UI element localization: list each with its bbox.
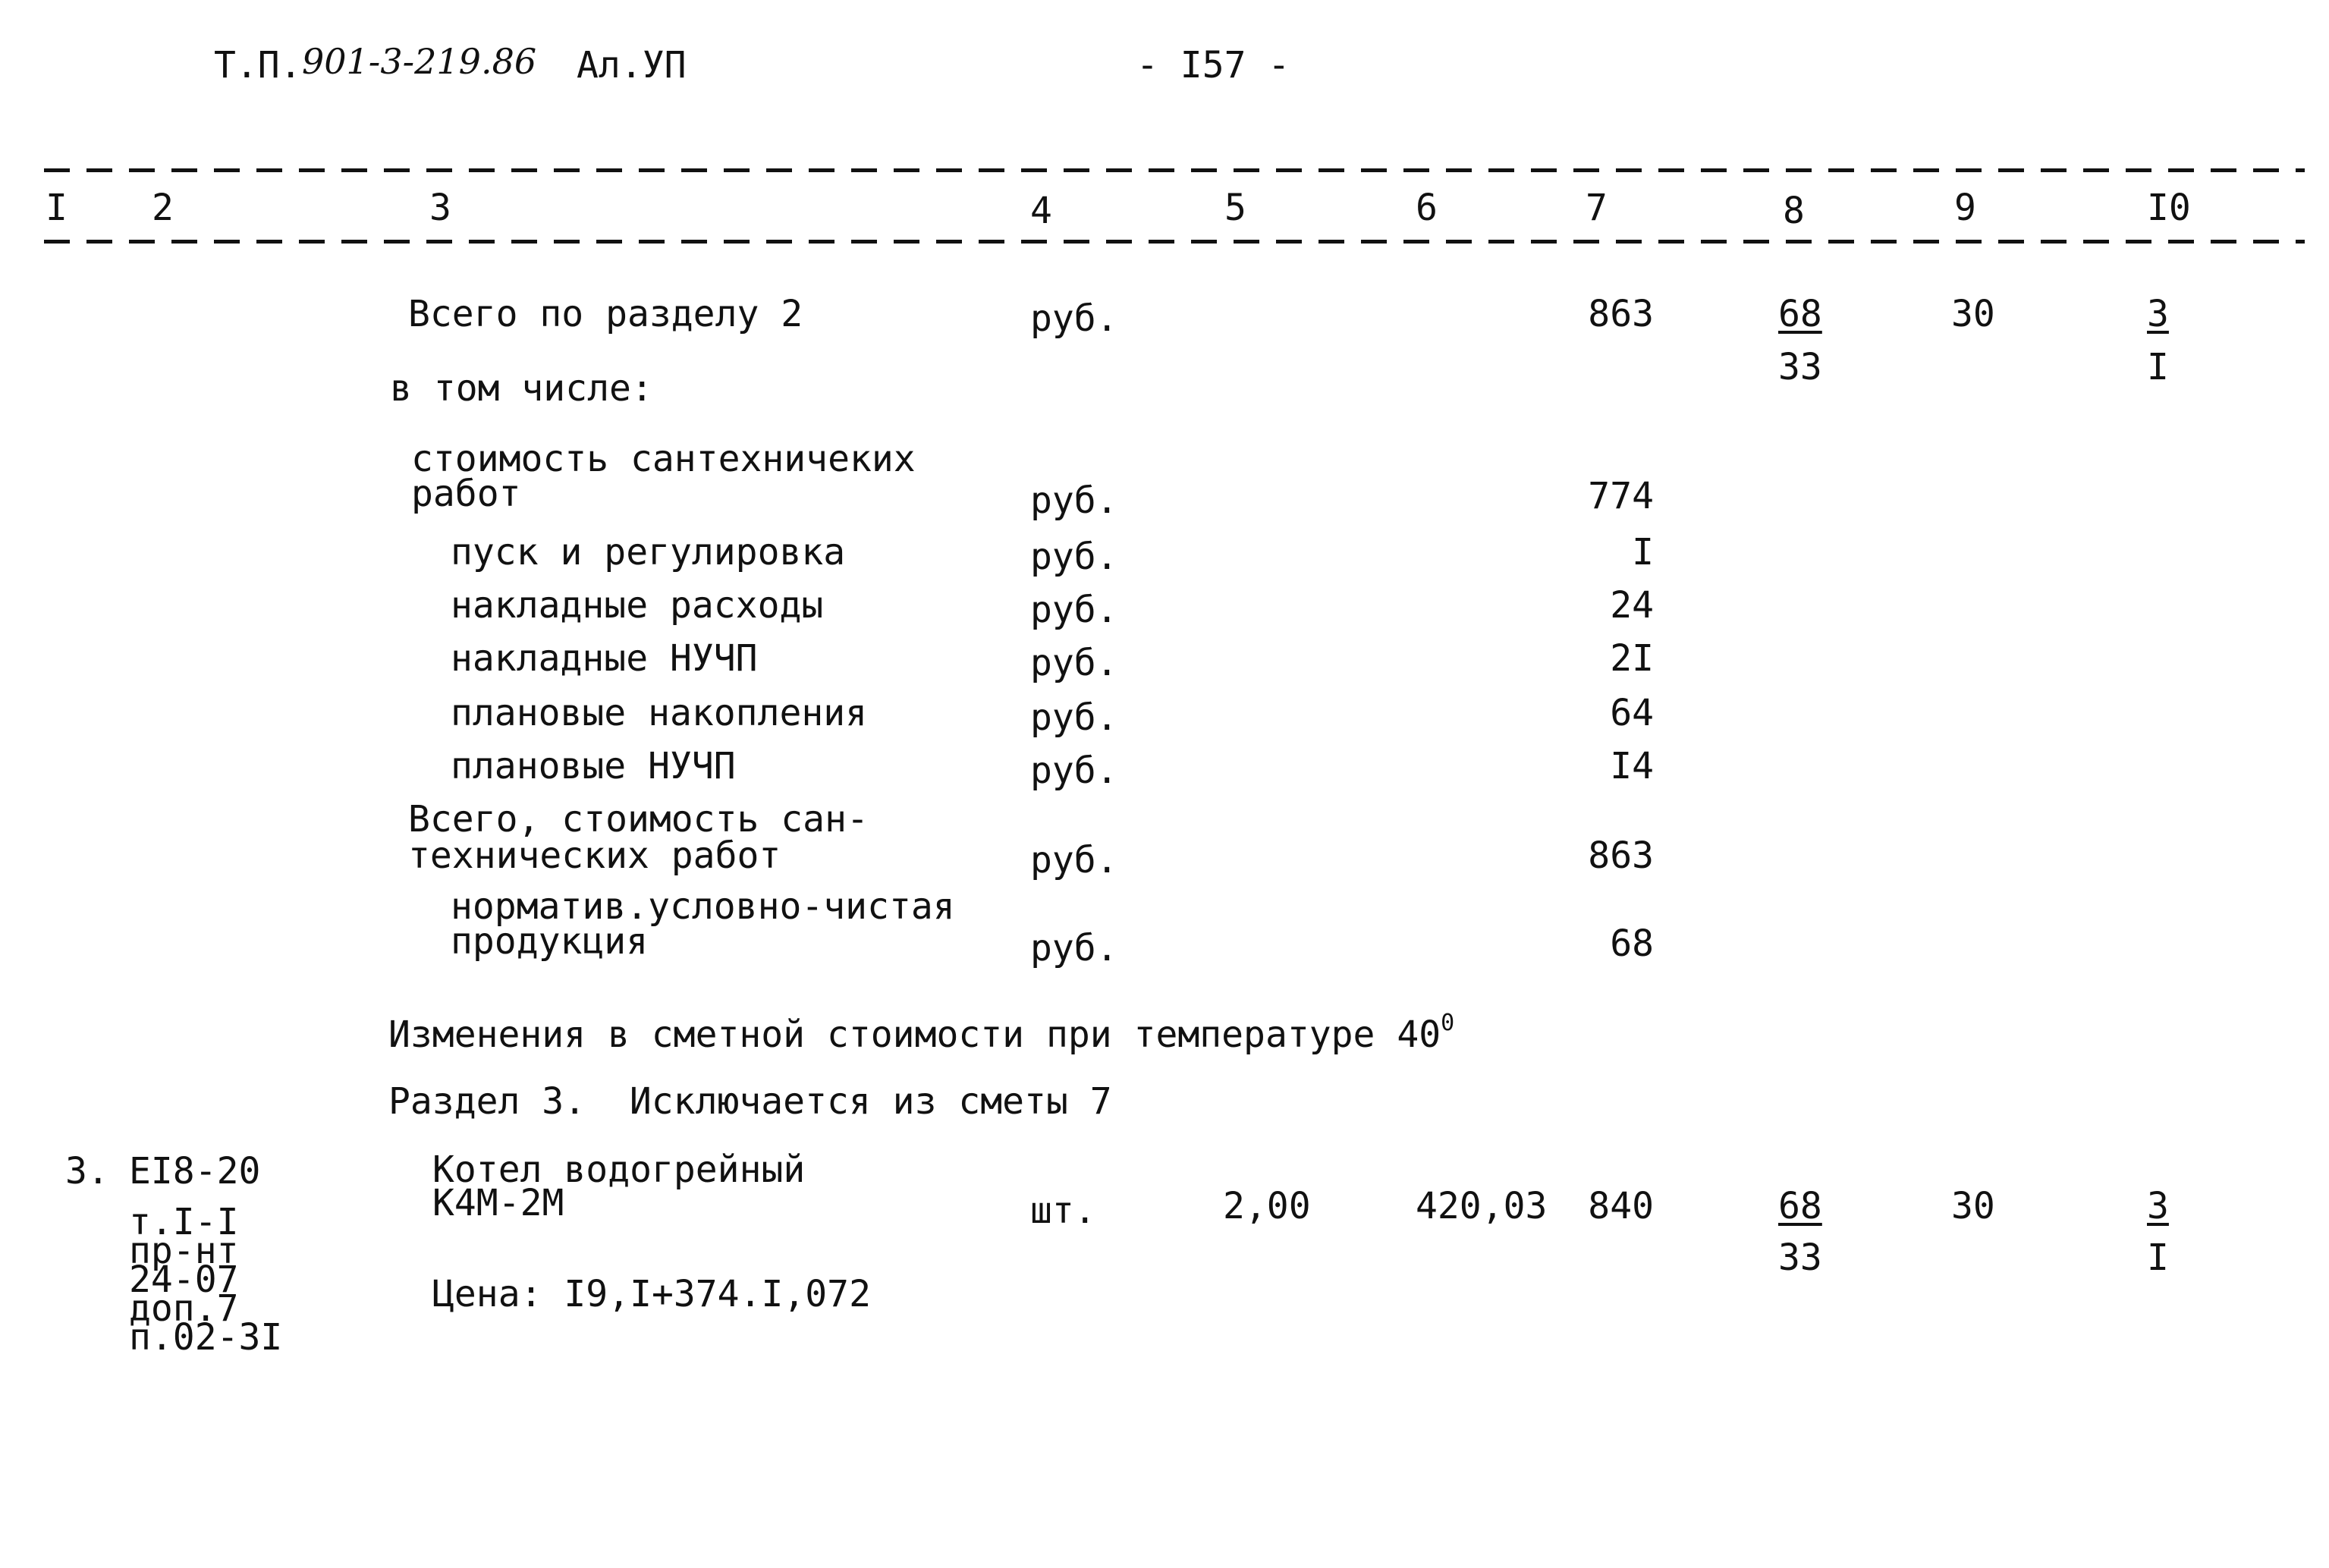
breakdown-unit-plumbing: руб.	[1030, 479, 1118, 522]
item3-col8-bottom: 33	[1778, 1236, 1822, 1279]
col-header-10: I0	[2147, 187, 2191, 229]
breakdown-value-net-production: 68	[1610, 922, 1654, 965]
col-header-9: 9	[1954, 187, 1976, 229]
breakdown-label-overhead: накладные расходы	[451, 584, 824, 627]
page-number: - I57 -	[1136, 44, 1290, 86]
breakdown-label-plumbing: стоимость сантехничеких работ	[411, 438, 916, 515]
section-total-col7: 863	[1588, 293, 1654, 335]
breakdown-value-overhead-nuchp: 2I	[1610, 637, 1654, 680]
breakdown-unit-planned-savings: руб.	[1030, 696, 1118, 739]
section-total-col10-top: 3	[2147, 293, 2169, 335]
item3-unit: шт.	[1030, 1189, 1096, 1232]
section-total-col8-top: 68	[1778, 293, 1822, 335]
project-number: 901-3-219.86	[302, 41, 537, 82]
breakdown-label-planned-savings: плановые накопления	[451, 692, 868, 734]
item3-col9: 30	[1951, 1185, 1995, 1227]
section-total-col8-bottom: 33	[1778, 346, 1822, 388]
breakdown-value-total-plumbing: 863	[1588, 834, 1654, 877]
breakdown-unit-overhead-nuchp: руб.	[1030, 642, 1118, 684]
col-header-3: 3	[429, 187, 451, 229]
section3-heading: Раздел 3. Исключается из сметы 7	[388, 1080, 1112, 1123]
breakdown-value-plumbing: 774	[1588, 475, 1654, 517]
doc-prefix: Т.П.	[214, 44, 302, 86]
header-rule-bottom	[44, 240, 2305, 244]
item3-col10-top: 3	[2147, 1185, 2169, 1227]
section-total-unit: руб.	[1030, 297, 1118, 340]
breakdown-unit-startup: руб.	[1030, 536, 1118, 578]
breakdown-value-startup: I	[1632, 531, 1654, 573]
breakdown-unit-total-plumbing: руб.	[1030, 839, 1118, 881]
item3-col10-bottom: I	[2147, 1236, 2169, 1279]
item3-unit-price: 420,03	[1416, 1185, 1548, 1227]
breakdown-label-startup: пуск и регулировка	[451, 531, 846, 573]
item3-code: ЕI8-20	[129, 1150, 261, 1192]
section-total-col10-bottom: I	[2147, 346, 2169, 388]
breakdown-unit-net-production: руб.	[1030, 927, 1118, 969]
col-header-4: 4	[1030, 190, 1052, 232]
item3-total: 840	[1588, 1185, 1654, 1227]
item3-reference: т.I-I пр-нт 24-07 доп.7 п.02-3I	[129, 1201, 283, 1359]
breakdown-label-overhead-nuchp: накладные НУЧП	[451, 637, 758, 680]
item3-name: Котел водогрейный К4М-2М	[432, 1149, 806, 1224]
breakdown-value-planned-savings: 64	[1610, 692, 1654, 734]
header-rule-top	[44, 168, 2305, 172]
breakdown-label-total-plumbing: Всего, стоимость сан- технических работ	[408, 798, 869, 877]
changes-heading-text: Изменения в сметной стоимости при температуре 40	[388, 1013, 1441, 1056]
breakdown-value-overhead: 24	[1610, 584, 1654, 627]
item3-col8-top: 68	[1778, 1185, 1822, 1227]
changes-degree: 0	[1441, 1010, 1455, 1036]
breakdown-label-planned-nuchp: плановые НУЧП	[451, 745, 736, 787]
item3-quantity: 2,00	[1223, 1185, 1311, 1227]
album-label: Ал.УП	[577, 44, 687, 86]
col-header-7: 7	[1586, 187, 1608, 229]
changes-heading	[388, 1010, 1455, 1056]
item3-number: 3.	[65, 1150, 109, 1192]
breakdown-label-net-production: норматив.условно-чистая продукция	[451, 885, 955, 963]
breakdown-value-planned-nuchp: I4	[1610, 745, 1654, 787]
section-total-label: Всего по разделу 2	[408, 293, 803, 335]
item3-price-formula: Цена: I9,I+374.I,072	[432, 1273, 871, 1315]
col-header-8: 8	[1783, 190, 1805, 232]
col-header-6: 6	[1416, 187, 1438, 229]
breakdown-unit-overhead: руб.	[1030, 589, 1118, 631]
including-label: в том числе:	[390, 367, 653, 410]
col-header-1: I	[46, 187, 68, 229]
col-header-2: 2	[152, 187, 174, 229]
section-total-col9: 30	[1951, 293, 1995, 335]
breakdown-unit-planned-nuchp: руб.	[1030, 749, 1118, 792]
col-header-5: 5	[1224, 187, 1246, 229]
